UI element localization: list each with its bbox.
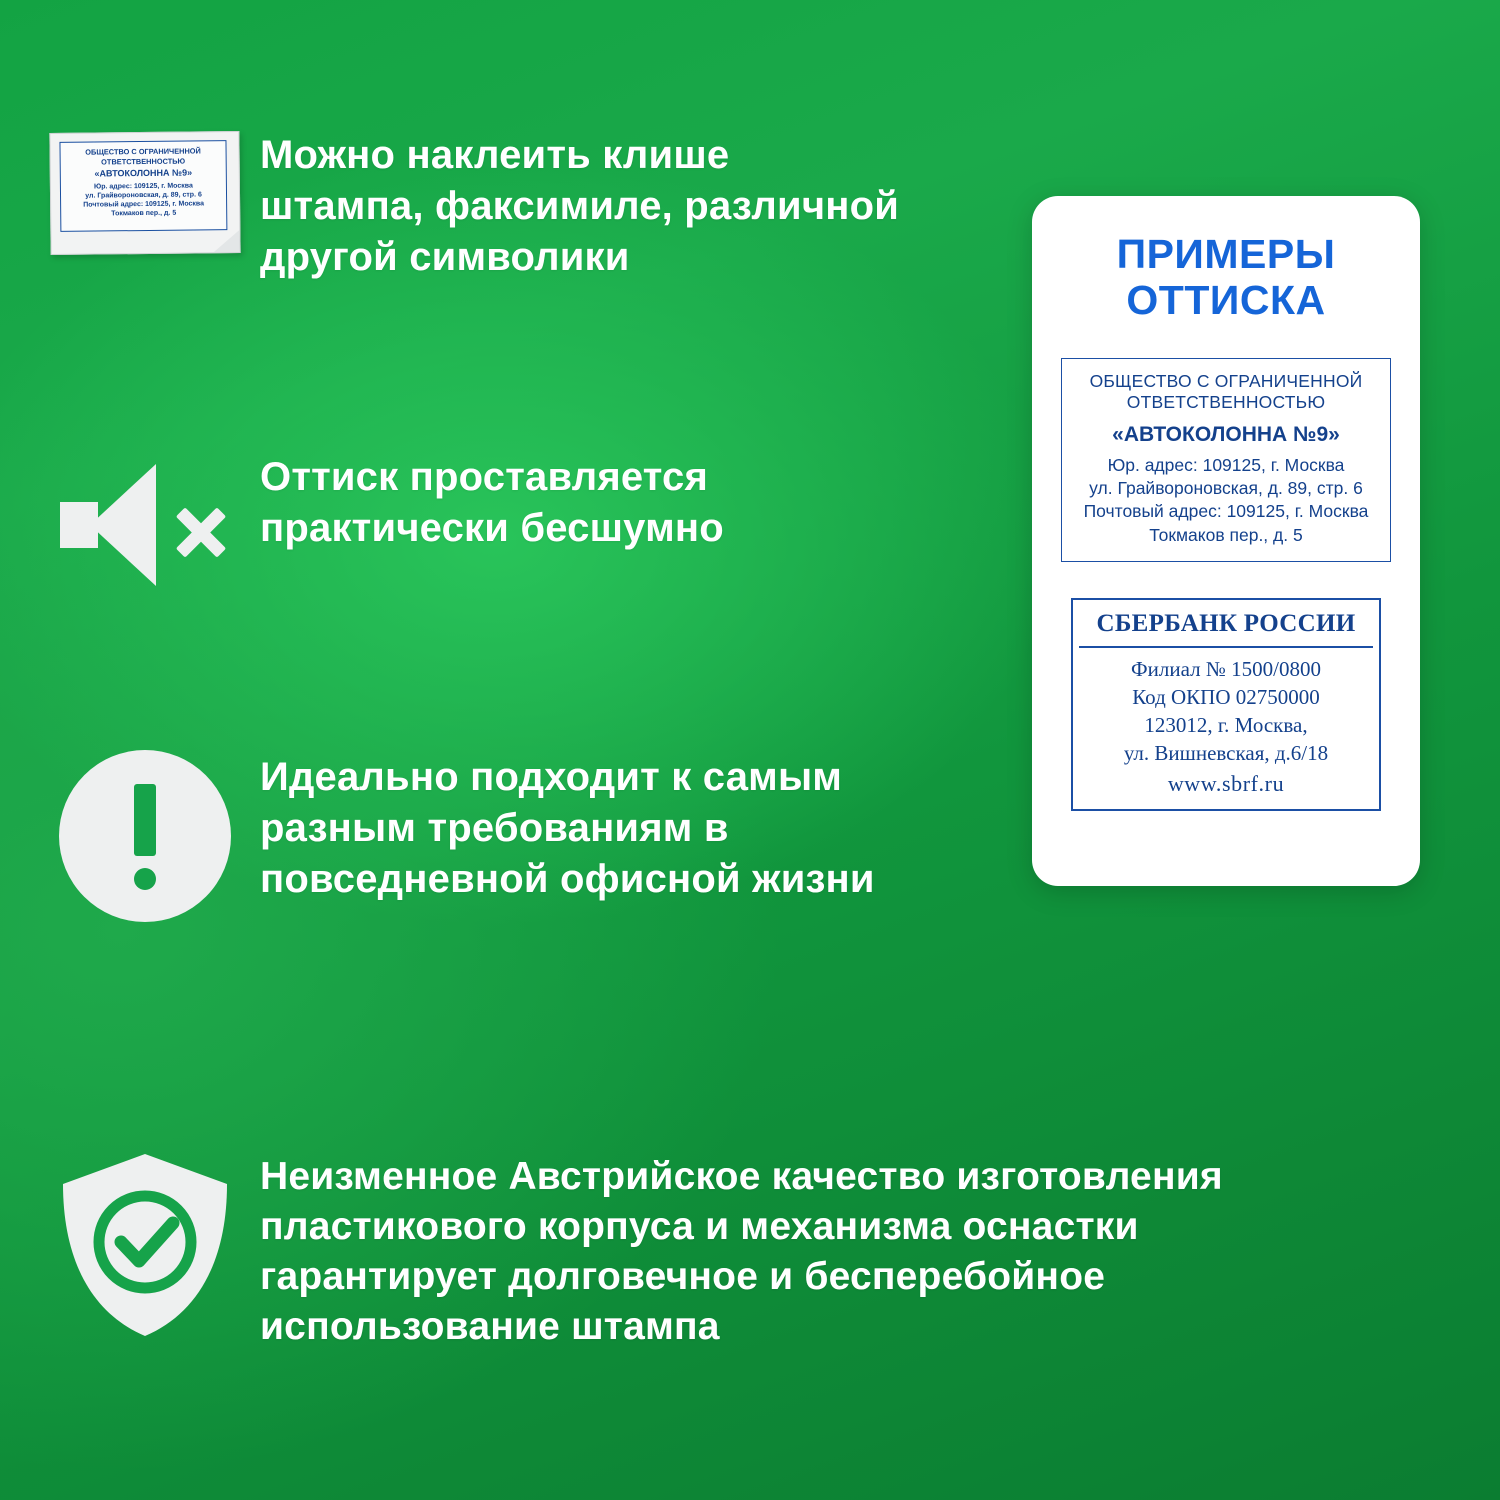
bank-line-1: Филиал № 1500/0800	[1131, 657, 1321, 682]
sample-stamp-bank	[1071, 598, 1381, 811]
sample-stamp-company	[1061, 358, 1391, 562]
stamp-imprint-thumbnail	[30, 128, 260, 258]
mini-stamp-line-4: Токмаков пер., д. 5	[111, 209, 177, 218]
paper-fold-corner	[213, 230, 239, 252]
mini-stamp-line-1: Юр. адрес: 109125, г. Москва	[93, 182, 193, 191]
exclamation-circle-icon	[30, 750, 260, 922]
samples-card	[1032, 196, 1420, 886]
company-name: «АВТОКОЛОННА №9»	[1112, 422, 1340, 446]
company-line-4: Токмаков пер., д. 5	[1149, 524, 1303, 545]
bank-website-url: www.sbrf.ru	[1167, 770, 1285, 796]
exclamation-bar	[134, 784, 156, 856]
bank-line-2: Код ОКПО 02750000	[1132, 685, 1320, 710]
shield-check-icon	[30, 1150, 260, 1340]
bank-title: СБЕРБАНК РОССИИ	[1079, 610, 1373, 648]
company-head-line-1: ОБЩЕСТВО С ОГРАНИЧЕННОЙ	[1089, 370, 1363, 391]
company-head-line-2: ОТВЕТСТВЕННОСТЬЮ	[1126, 392, 1326, 413]
exclamation-dot	[134, 868, 156, 890]
company-line-2: ул. Грайвороновская, д. 89, стр. 6	[1089, 477, 1363, 498]
mini-stamp-company-name: «АВТОКОЛОННА №9»	[94, 167, 193, 179]
feature-text-3: Идеально подходит к самым разным требованиям в повседневной офисной жизни	[260, 755, 875, 902]
speaker-cone-shape	[90, 464, 156, 586]
feature-item-silent	[30, 450, 1010, 600]
mini-stamp-line-3: Почтовый адрес: 109125, г. Москва	[83, 200, 205, 209]
samples-card-title	[1054, 232, 1398, 324]
feature-text-4: Неизменное Австрийское качество изготовления пластикового корпуса и механизма оснастки гарантирует долговечное и бесперебойное использование штампа	[260, 1155, 1223, 1348]
company-line-3: Почтовый адрес: 109125, г. Москва	[1083, 501, 1369, 522]
mini-stamp-head-line-1: ОБЩЕСТВО С ОГРАНИЧЕННОЙ	[85, 146, 201, 157]
samples-title-line-2: ОТТИСКА	[1126, 276, 1326, 323]
company-line-1: Юр. адрес: 109125, г. Москва	[1107, 454, 1345, 475]
bank-line-4: ул. Вишневская, д.6/18	[1123, 741, 1329, 766]
feature-item-quality	[30, 1150, 1450, 1352]
feature-text-1: Можно наклеить клише штампа, факсимиле, различной другой символики	[260, 133, 900, 280]
feature-item-clichе	[30, 128, 1010, 284]
feature-item-versatile	[30, 750, 1010, 922]
mute-cross-icon	[172, 502, 230, 560]
bank-line-3: 123012, г. Москва,	[1144, 713, 1308, 738]
feature-text-2: Оттиск проставляется практически бесшумно	[260, 455, 724, 551]
muted-speaker-icon	[30, 450, 260, 600]
samples-title-line-1: ПРИМЕРЫ	[1116, 231, 1336, 277]
mini-stamp-line-2: ул. Грайвороновская, д. 89, стр. 6	[85, 191, 202, 200]
mini-stamp-head-line-2: ОТВЕТСТВЕННОСТЬЮ	[101, 156, 186, 167]
